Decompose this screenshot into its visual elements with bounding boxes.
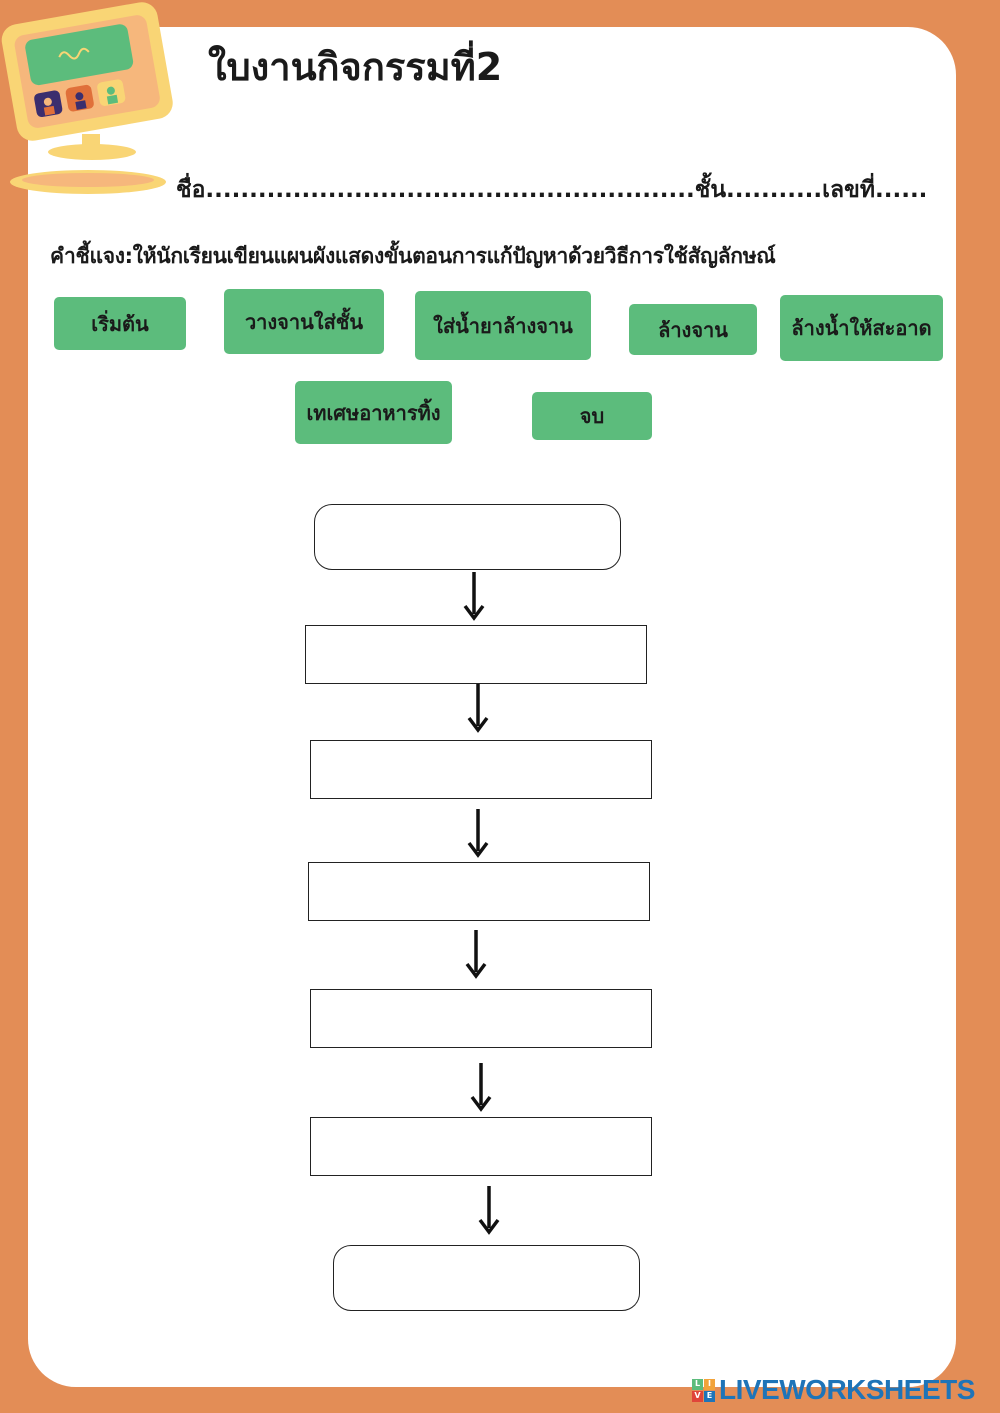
flowchart-start-terminal[interactable] xyxy=(314,504,621,570)
chip-add-dish-soap[interactable]: ใส่น้ำยาล้างจาน xyxy=(415,291,591,360)
logo-text: LIVEWORKSHEETS xyxy=(719,1374,975,1405)
instruction-text: คำชี้แจง:ให้นักเรียนเขียนแผนผังแสดงขั้นตอนการแก้ปัญหาด้วยวิธีการใช้สัญลักษณ์ xyxy=(50,244,776,268)
flowchart-process-box-3[interactable] xyxy=(308,862,650,921)
flow-arrow-icon xyxy=(466,807,490,859)
flowchart-process-box-2[interactable] xyxy=(310,740,652,799)
flowchart-process-box-1[interactable] xyxy=(305,625,647,684)
chip-start[interactable]: เริ่มต้น xyxy=(54,297,186,350)
flowchart-process-box-4[interactable] xyxy=(310,989,652,1048)
chip-rinse-clean[interactable]: ล้างน้ำให้สะอาด xyxy=(780,295,943,361)
worksheet-page xyxy=(28,27,956,1387)
flow-arrow-icon xyxy=(462,570,486,622)
liveworksheets-logo xyxy=(692,1374,975,1406)
flow-arrow-icon xyxy=(464,928,488,980)
computer-illustration xyxy=(0,0,176,200)
flow-arrow-icon xyxy=(469,1061,493,1113)
chip-end[interactable]: จบ xyxy=(532,392,652,440)
flowchart-end-terminal[interactable] xyxy=(333,1245,640,1311)
flowchart-process-box-5[interactable] xyxy=(310,1117,652,1176)
chip-discard-food-scraps[interactable]: เทเศษอาหารทิ้ง xyxy=(295,381,452,444)
logo-tiles-icon: L I V E xyxy=(692,1379,715,1402)
flow-arrow-icon xyxy=(477,1184,501,1236)
flow-arrow-icon xyxy=(466,682,490,734)
chip-place-dish-on-rack[interactable]: วางจานใส่ชั้น xyxy=(224,289,384,354)
chip-wash-dish[interactable]: ล้างจาน xyxy=(629,304,757,355)
student-info-line: ชื่อ........................................................ชั้น...........เลขที่...... xyxy=(176,177,928,203)
page-title: ใบงานกิจกรรมที่2 xyxy=(208,45,503,89)
